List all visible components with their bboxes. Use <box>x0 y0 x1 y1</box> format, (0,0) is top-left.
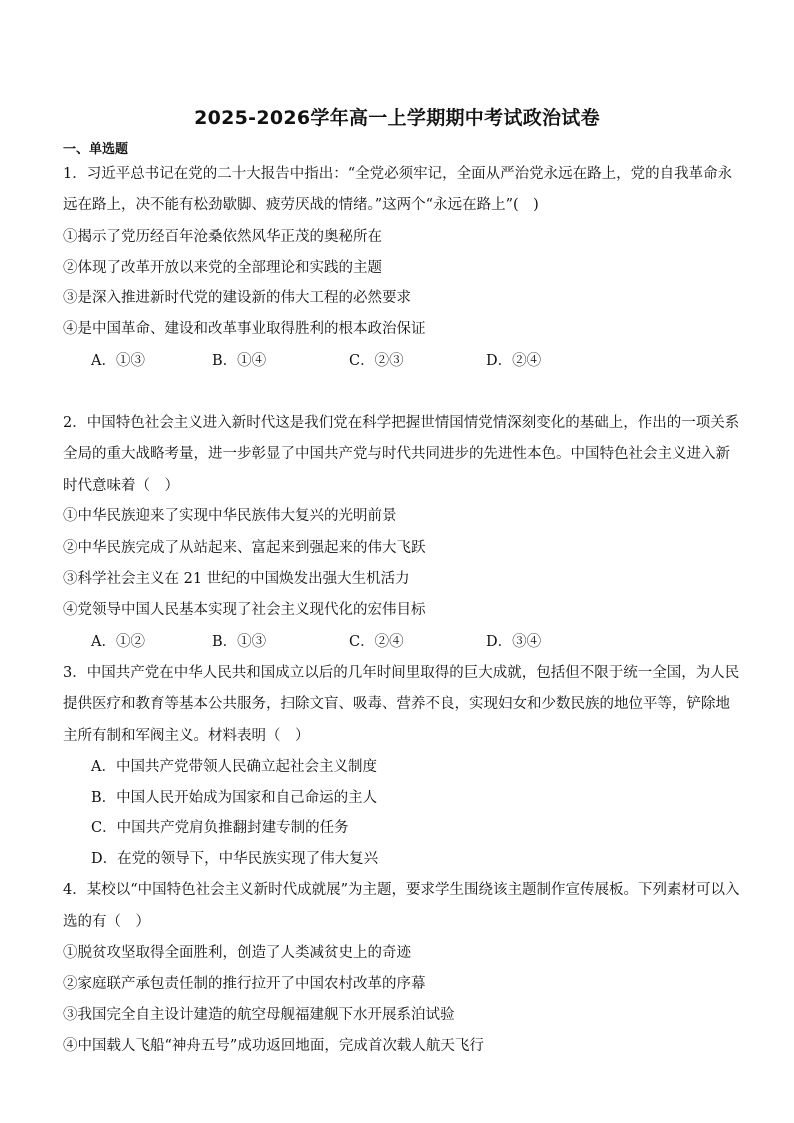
question-4-item-4: ④中国载人飞船“神舟五号”成功返回地面，完成首次载人航天飞行 <box>63 1038 484 1054</box>
question-1-stem-line-2: 远在路上，决不能有松劲歇脚、疲劳厌战的情绪。”这两个“永远在路上”( ) <box>63 197 539 213</box>
question-2-item-3: ③科学社会主义在 21 世纪的中国焕发出强大生机活力 <box>63 571 410 587</box>
question-1-option-d[interactable]: D．②④ <box>486 353 542 369</box>
question-2-stem-line-3: 时代意味着（ ） <box>63 478 179 494</box>
question-2-option-d[interactable]: D．③④ <box>486 634 542 650</box>
question-1-option-c[interactable]: C．②③ <box>349 353 404 369</box>
question-4-stem-line-1: 4．某校以“中国特色社会主义新时代成就展”为主题，要求学生围绕该主题制作宣传展板。下列素材可以入 <box>63 882 740 898</box>
question-3-stem-line-1: 3．中国共产党在中华人民共和国成立以后的几年时间里取得的巨大成就，包括但不限于统一全国，为人民 <box>63 665 740 681</box>
question-2-item-2: ②中华民族完成了从站起来、富起来到强起来的伟大飞跃 <box>63 540 426 556</box>
question-3-option-b[interactable]: B．中国人民开始成为国家和自己命运的主人 <box>91 790 378 806</box>
question-2-stem-line-1: 2．中国特色社会主义进入新时代这是我们党在科学把握世情国情党情深刻变化的基础上，作出的一项关系 <box>63 415 740 431</box>
question-4-stem-line-2: 选的有（ ） <box>63 914 150 930</box>
question-3-option-d[interactable]: D．在党的领导下，中华民族实现了伟大复兴 <box>91 851 379 867</box>
question-2-option-a[interactable]: A．①② <box>91 634 145 650</box>
question-1-option-a[interactable]: A．①③ <box>91 353 145 369</box>
question-1-item-3: ③是深入推进新时代党的建设新的伟大工程的必然要求 <box>63 290 411 306</box>
question-4-item-3: ③我国完全自主设计建造的航空母舰福建舰下水开展系泊试验 <box>63 1007 455 1023</box>
question-1-option-b[interactable]: B．①④ <box>212 353 267 369</box>
question-3-stem-line-2: 提供医疗和教育等基本公共服务，扫除文盲、吸毒、营养不良，实现妇女和少数民族的地位平等，铲除地 <box>63 696 730 712</box>
question-4-item-1: ①脱贫攻坚取得全面胜利，创造了人类减贫史上的奇迹 <box>63 945 411 961</box>
section-heading: 一、单选题 <box>63 142 129 157</box>
question-1-stem-line-1: 1．习近平总书记在党的二十大报告中指出：“全党必须牢记，全面从严治党永远在路上，党的自我革命永 <box>63 166 733 182</box>
page-title: 2025-2026学年高一上学期期中考试政治试卷 <box>194 107 600 129</box>
question-2-stem-line-2: 全局的重大战略考量，进一步彰显了中国共产党与时代共同进步的先进性本色。中国特色社会主义进入新 <box>63 446 730 462</box>
question-2-option-c[interactable]: C．②④ <box>349 634 404 650</box>
question-3-option-a[interactable]: A．中国共产党带领人民确立起社会主义制度 <box>91 759 377 775</box>
question-2-option-b[interactable]: B．①③ <box>212 634 267 650</box>
question-4-item-2: ②家庭联产承包责任制的推行拉开了中国农村改革的序幕 <box>63 976 426 992</box>
question-2-item-1: ①中华民族迎来了实现中华民族伟大复兴的光明前景 <box>63 508 397 524</box>
question-1-item-2: ②体现了改革开放以来党的全部理论和实践的主题 <box>63 260 382 276</box>
question-2-item-4: ④党领导中国人民基本实现了社会主义现代化的宏伟目标 <box>63 602 426 618</box>
question-1-item-1: ①揭示了党历经百年沧桑依然风华正茂的奥秘所在 <box>63 229 382 245</box>
question-3-stem-line-3: 主所有制和军阀主义。材料表明（ ） <box>63 728 310 744</box>
question-1-item-4: ④是中国革命、建设和改革事业取得胜利的根本政治保证 <box>63 321 426 337</box>
question-3-option-c[interactable]: C．中国共产党肩负推翻封建专制的任务 <box>91 820 349 836</box>
